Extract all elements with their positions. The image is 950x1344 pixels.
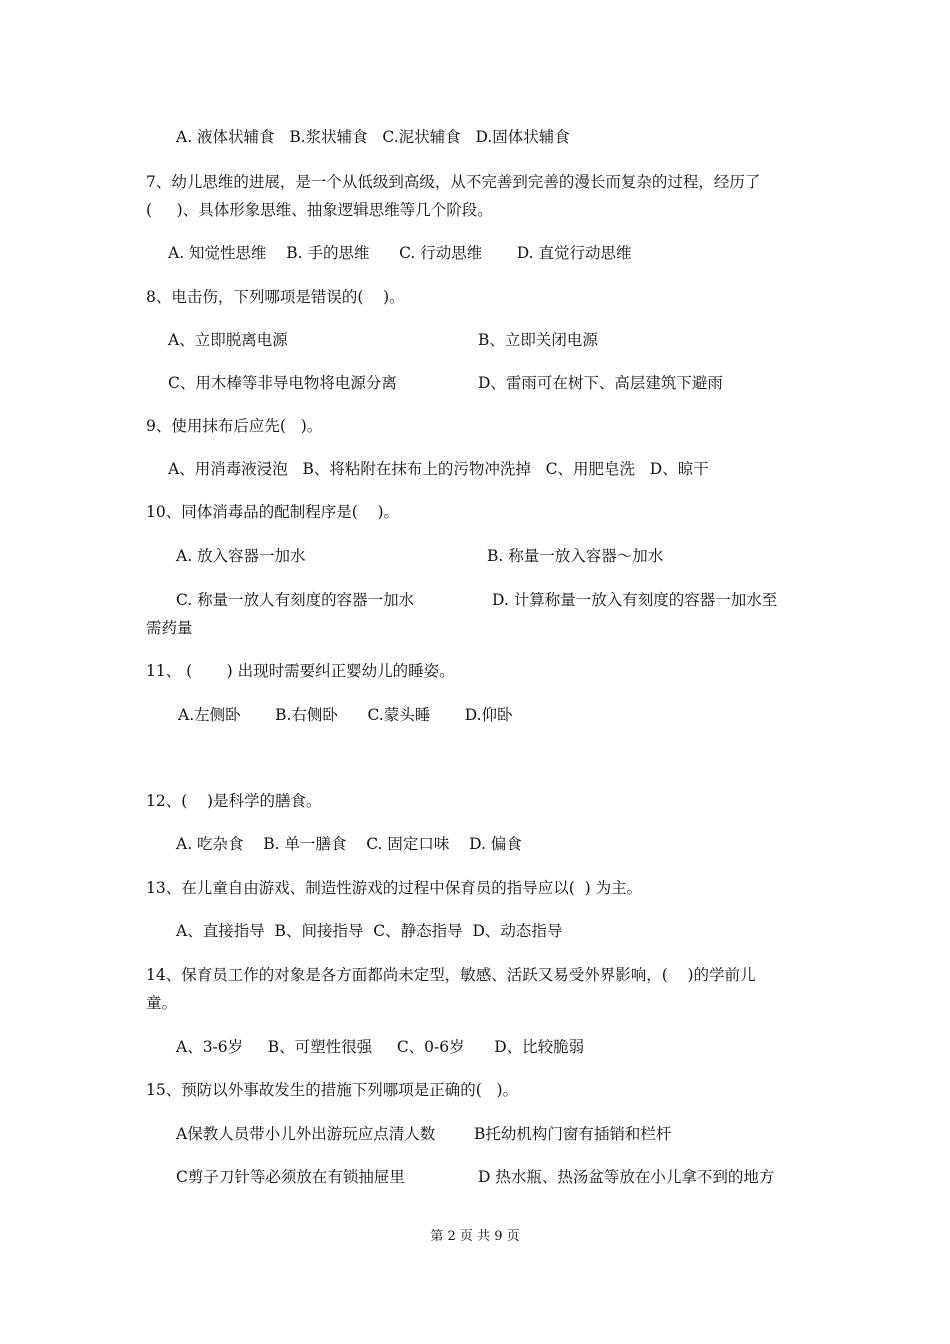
- q10-stem: 10、同体消毒品的配制程序是( )。: [146, 503, 400, 521]
- q11-stem: 11、 ( ) 出现时需要纠正婴幼儿的睡姿。: [146, 662, 455, 680]
- q10-option-c: C. 称量一放人有刻度的容器一加水: [176, 591, 415, 609]
- q8-option-c: C、用木棒等非导电物将电源分离: [168, 374, 397, 392]
- q8-option-d: D、雷雨可在树下、高层建筑下避雨: [478, 374, 723, 392]
- q9-options: A、用消毒液浸泡 B、将粘附在抹布上的污物冲洗掉 C、用肥皂洗 D、晾干: [168, 460, 709, 478]
- q10-option-a: A. 放入容器一加水: [176, 547, 306, 565]
- q13-stem: 13、在儿童自由游戏、制造性游戏的过程中保育员的指导应以( ) 为主。: [146, 879, 643, 897]
- q15-stem: 15、预防以外事故发生的措施下列哪项是正确的( )。: [146, 1081, 519, 1099]
- q12-options: A. 吃杂食 B. 单一膳食 C. 固定口味 D. 偏食: [176, 835, 522, 853]
- page-number-footer: 第 2 页 共 9 页: [430, 1229, 520, 1244]
- q7-stem-line1: 7、幼儿思维的进展，是一个从低级到高级，从不完善到完善的漫长而复杂的过程，经历了: [146, 173, 761, 191]
- q14-stem-line1: 14、保育员工作的对象是各方面都尚未定型，敏感、活跃又易受外界影响，( )的学前儿: [146, 966, 756, 984]
- q15-option-b: B托幼机构门窗有插销和栏杆: [474, 1125, 672, 1143]
- q10-option-d-cont: 需药量: [146, 619, 193, 637]
- q8-stem: 8、电击伤，下列哪项是错误的( )。: [146, 288, 405, 306]
- q10-option-b: B. 称量一放入容器～加水: [487, 547, 664, 565]
- q12-stem: 12、( )是科学的膳食。: [146, 792, 322, 810]
- q6-options: A. 液体状辅食 B.浆状辅食 C.泥状辅食 D.固体状辅食: [176, 128, 570, 146]
- q8-option-b: B、立即关闭电源: [478, 331, 598, 349]
- q11-options: A.左侧卧 B.右侧卧 C.蒙头睡 D.仰卧: [178, 706, 513, 724]
- q15-option-c: C剪子刀针等必须放在有锁抽屉里: [176, 1168, 405, 1186]
- q9-stem: 9、使用抹布后应先( )。: [146, 417, 323, 435]
- q14-stem-line2: 童。: [146, 994, 178, 1012]
- q7-stem-line2: ( )、具体形象思维、抽象逻辑思维等几个阶段。: [146, 201, 493, 219]
- q13-options: A、直接指导 B、间接指导 C、静态指导 D、动态指导: [176, 922, 563, 940]
- q14-options: A、3-6岁 B、可塑性很强 C、0-6岁 D、比较脆弱: [176, 1038, 585, 1056]
- q10-option-d: D. 计算称量一放入有刻度的容器一加水至: [492, 591, 778, 609]
- q15-option-a: A保教人员带小儿外出游玩应点清人数: [176, 1125, 436, 1143]
- q15-option-d: D 热水瓶、热汤盆等放在小儿拿不到的地方: [478, 1168, 775, 1186]
- q8-option-a: A、立即脱离电源: [168, 331, 288, 349]
- q7-options: A. 知觉性思维 B. 手的思维 C. 行动思维 D. 直觉行动思维: [168, 244, 632, 262]
